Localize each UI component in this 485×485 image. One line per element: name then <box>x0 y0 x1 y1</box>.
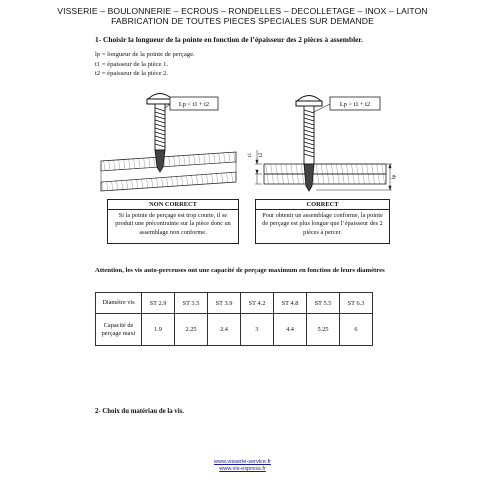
left-formula: Lp < t1 + t2 <box>178 101 210 108</box>
table-row-diameter <box>96 293 373 314</box>
correct-text: Pour obtenir un assemblage conforme, la pointe de perçage est plus longue que l’épaisseur des 2 pièces à percer. <box>262 212 383 236</box>
drilling-capacity-table <box>95 292 373 346</box>
attention-note: Attention, les vis auto-perceuses ont une capacité de perçage maximum en fonction de leurs diamètres <box>95 267 385 274</box>
table-cell: 3 <box>241 314 274 346</box>
table-cell: ST 3.5 <box>175 293 208 314</box>
right-plates <box>264 164 386 184</box>
definition-t2: t2 = épaisseur de la pièce 2. <box>95 70 169 78</box>
table-cell: 4.4 <box>274 314 307 346</box>
table-cell: 2.25 <box>175 314 208 346</box>
non-correct-text: Si la pointe de perçage est trop courte, il se produit une précontrainte sur la pièce donc un assemblage non conforme. <box>115 212 231 236</box>
table-cell: ST 3.9 <box>208 293 241 314</box>
non-correct-box <box>107 199 239 244</box>
definition-lp: lp = longueur de la pointe de perçage. <box>95 51 195 58</box>
left-leader <box>165 104 170 108</box>
table-cell: 1.9 <box>142 314 175 346</box>
left-plates <box>101 152 236 191</box>
footer-link-vis-express[interactable]: www.vis-express.fr <box>219 466 266 473</box>
table-cell: 2.4 <box>208 314 241 346</box>
definition-t1: t1 = épaisseur de la pièce 1. <box>95 60 169 68</box>
row-label-capacity: Capacité de perçage maxi <box>96 314 142 346</box>
correct-box <box>255 199 390 244</box>
header-line-1: VISSERIE – BOULONNERIE – ECROUS – RONDELLES – DECOLLETAGE – INOX – LAITON <box>57 6 428 16</box>
row-label-diameter: Diamètre vis <box>96 293 142 314</box>
table-cell: ST 6.3 <box>340 293 373 314</box>
correct-title: CORRECT <box>256 200 389 210</box>
table-cell: 5.25 <box>307 314 340 346</box>
section-1-title: 1- Choisir la longueur de la pointe en fonction de l’épaisseur des 2 pièces à assembler. <box>95 35 363 44</box>
footer-link-visserie-service[interactable]: www.visserie-service.fr <box>214 459 271 465</box>
footer-links <box>0 459 485 473</box>
table-cell: ST 4.8 <box>274 293 307 314</box>
section-2-title: 2- Choix du matériau de la vis. <box>95 408 184 415</box>
dim-lp-label: lp <box>391 174 397 179</box>
table-cell: ST 5.5 <box>307 293 340 314</box>
dim-t2-label: t2 <box>258 152 264 157</box>
header-line-2: FABRICATION DE TOUTES PIECES SPECIALES SUR DEMANDE <box>111 16 374 26</box>
table-cell: ST 4.2 <box>241 293 274 314</box>
right-formula: Lp > t1 + t2 <box>339 101 371 108</box>
table-cell: ST 2.9 <box>142 293 175 314</box>
non-correct-title: NON CORRECT <box>108 200 238 210</box>
dim-t1-label: t1 <box>247 152 253 157</box>
table-row-capacity <box>96 314 373 346</box>
table-cell: 6 <box>340 314 373 346</box>
